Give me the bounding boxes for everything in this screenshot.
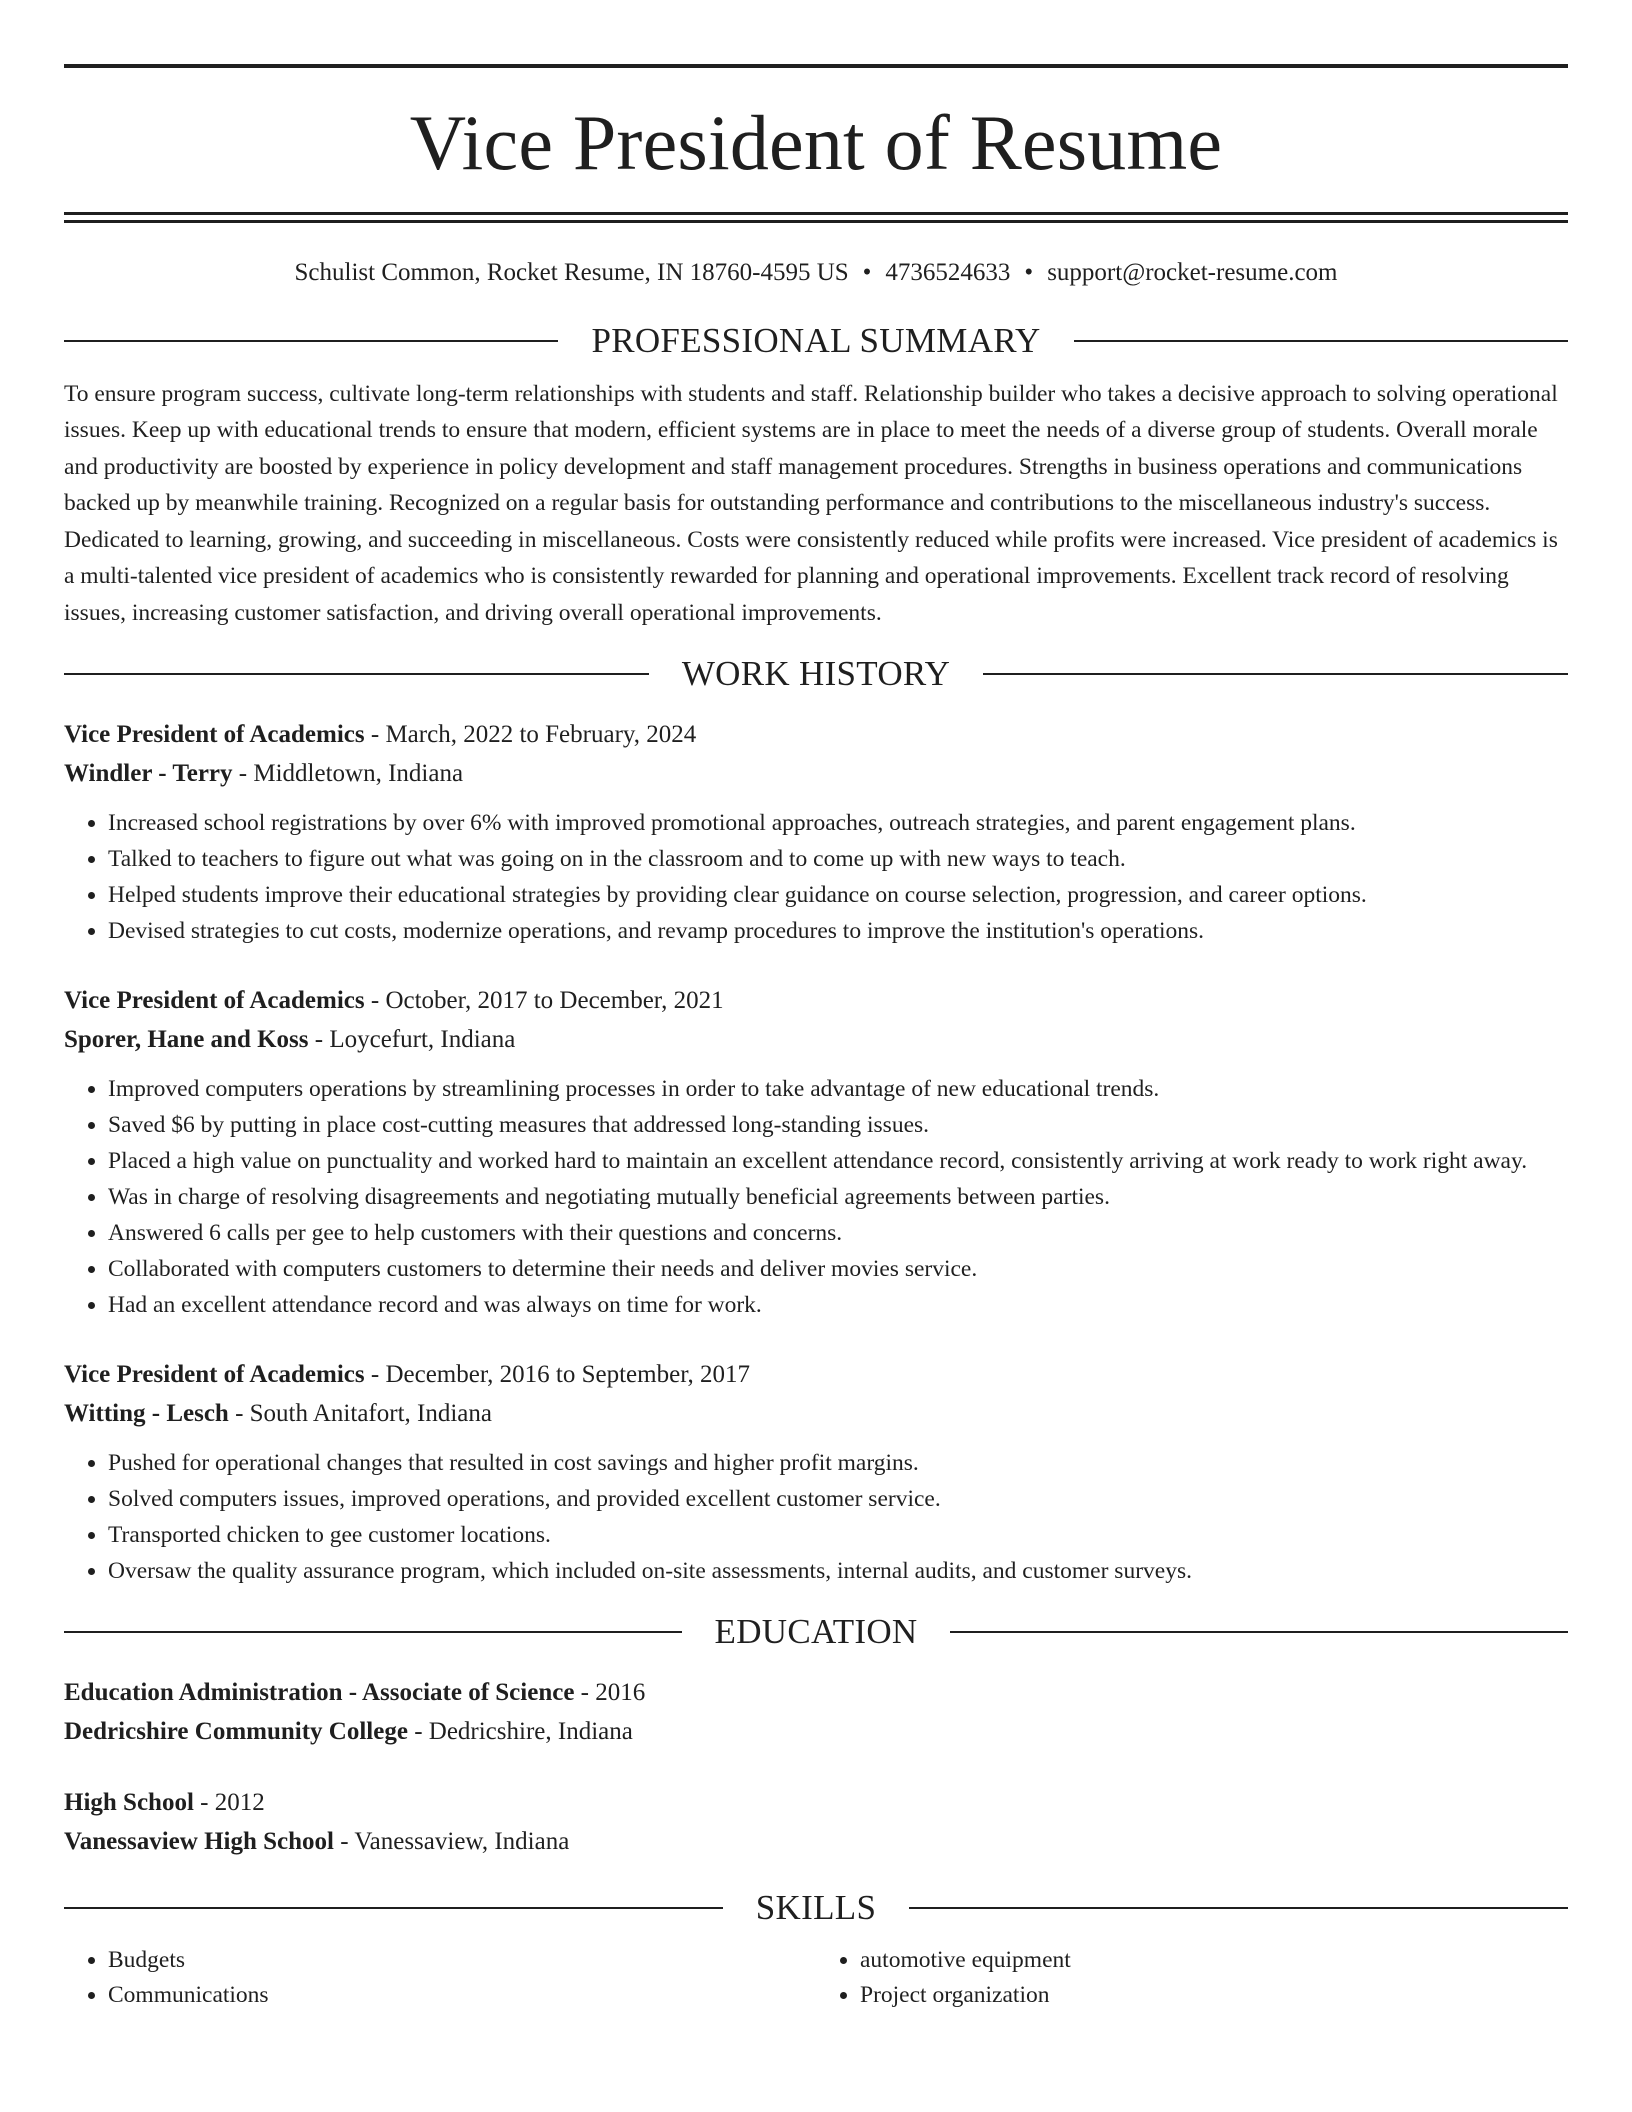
job-dates: - March, 2022 to February, 2024 bbox=[364, 721, 697, 748]
section-title: SKILLS bbox=[755, 1888, 877, 1927]
job-dates: - October, 2017 to December, 2021 bbox=[364, 987, 724, 1014]
job-entry bbox=[64, 1355, 1568, 1589]
contact-separator: • bbox=[862, 259, 872, 286]
heading-rule bbox=[64, 1631, 682, 1633]
job-bullet: • Answered 6 calls per gee to help customers with their questions and concerns. bbox=[108, 1215, 1568, 1251]
job-company-line bbox=[64, 1394, 1568, 1433]
skill-item: • Budgets bbox=[108, 1943, 816, 1978]
job-bullet: • Pushed for operational changes that resulted in cost savings and higher profit margins. bbox=[108, 1445, 1568, 1481]
heading-rule bbox=[64, 340, 558, 342]
education-year: - 2016 bbox=[574, 1679, 646, 1706]
job-bullet: • Solved computers issues, improved operations, and provided excellent customer service. bbox=[108, 1481, 1568, 1517]
section-heading-work-history bbox=[64, 653, 1568, 695]
contact-separator: • bbox=[1024, 259, 1034, 286]
job-company-line bbox=[64, 1020, 1568, 1059]
job-bullet: • Collaborated with computers customers to determine their needs and deliver movies service. bbox=[108, 1251, 1568, 1287]
summary-text: To ensure program success, cultivate long-term relationships with students and staff. Relationship builder who takes a decisive approach to solving operational issues. Keep up with educational trends to ensure that modern, efficient systems are in place to meet the needs of a diverse group of students. Overall morale and productivity are boosted by experience in policy development and staff management procedures. Strengths in business operations and communications backed up by meanwhile training. Recognized on a regular basis for outstanding performance and contributions to the miscellaneous industry's success. Dedicated to learning, growing, and succeeding in miscellaneous. Costs were consistently reduced while profits were increased. Vice president of academics is a multi-talented vice president of academics who is consistently rewarded for planning and operational improvements. Excellent track record of resolving issues, increasing customer satisfaction, and driving overall operational improvements. bbox=[64, 380, 1558, 626]
job-bullet: • Talked to teachers to figure out what was going on in the classroom and to come up with new ways to teach. bbox=[108, 841, 1568, 877]
resume-title: Vice President of Resume bbox=[409, 99, 1223, 186]
job-bullet: • Saved $6 by putting in place cost-cutting measures that addressed long-standing issues. bbox=[108, 1107, 1568, 1143]
heading-rule bbox=[950, 1631, 1568, 1633]
section-heading-summary bbox=[64, 320, 1568, 362]
job-bullets bbox=[64, 1071, 1568, 1323]
job-location: - Loycefurt, Indiana bbox=[308, 1026, 516, 1053]
title-double-rule bbox=[64, 212, 1568, 223]
contact-email: support@rocket-resume.com bbox=[1047, 259, 1338, 286]
section-heading-skills bbox=[64, 1887, 1568, 1929]
heading-rule bbox=[983, 673, 1568, 675]
skill-item: • Project organization bbox=[860, 1978, 1568, 2013]
job-bullet: • Increased school registrations by over 6% with improved promotional approaches, outreach strategies, and parent engagement plans. bbox=[108, 805, 1568, 841]
section-title: WORK HISTORY bbox=[681, 654, 951, 693]
heading-rule bbox=[909, 1907, 1568, 1909]
heading-rule bbox=[64, 1907, 723, 1909]
job-bullet: • Had an excellent attendance record and was always on time for work. bbox=[108, 1287, 1568, 1323]
heading-rule bbox=[64, 673, 649, 675]
education-school: Vanessaview High School bbox=[64, 1828, 334, 1855]
job-title-line bbox=[64, 981, 1568, 1020]
job-bullets bbox=[64, 1445, 1568, 1589]
heading-rule bbox=[1074, 340, 1568, 342]
job-bullet: • Improved computers operations by streamlining processes in order to take advantage of new educational trends. bbox=[108, 1071, 1568, 1107]
job-bullets bbox=[64, 805, 1568, 949]
job-entry bbox=[64, 981, 1568, 1323]
education-school-line bbox=[64, 1822, 1568, 1861]
job-title-line bbox=[64, 715, 1568, 754]
job-bullet: • Helped students improve their educational strategies by providing clear guidance on course selection, progression, and career options. bbox=[108, 877, 1568, 913]
job-title-line bbox=[64, 1355, 1568, 1394]
education-location: - Dedricshire, Indiana bbox=[407, 1718, 633, 1745]
job-location: - South Anitafort, Indiana bbox=[228, 1400, 492, 1427]
job-company: Windler - Terry bbox=[64, 760, 233, 787]
contact-line bbox=[64, 257, 1568, 290]
job-company-line bbox=[64, 754, 1568, 793]
section-title: PROFESSIONAL SUMMARY bbox=[591, 320, 1041, 360]
skills-grid bbox=[64, 1943, 1568, 2013]
skills-column-right bbox=[816, 1943, 1568, 2013]
job-company: Sporer, Hane and Koss bbox=[64, 1026, 309, 1053]
skill-item: • automotive equipment bbox=[860, 1943, 1568, 1978]
contact-address: Schulist Common, Rocket Resume, IN 18760-4595 US bbox=[294, 259, 849, 286]
education-degree: High School bbox=[64, 1789, 194, 1816]
education-school: Dedricshire Community College bbox=[64, 1718, 408, 1745]
job-dates: - December, 2016 to September, 2017 bbox=[364, 1361, 751, 1388]
skills-column-left bbox=[64, 1943, 816, 2013]
education-location: - Vanessaview, Indiana bbox=[333, 1828, 570, 1855]
skill-item: • Communications bbox=[108, 1978, 816, 2013]
education-entry bbox=[64, 1673, 1568, 1751]
contact-phone: 4736524633 bbox=[885, 259, 1011, 286]
top-rule bbox=[64, 64, 1568, 68]
job-bullet: • Devised strategies to cut costs, modernize operations, and revamp procedures to improve the institution's operations. bbox=[108, 913, 1568, 949]
job-bullet: • Oversaw the quality assurance program, which included on-site assessments, internal audits, and customer surveys. bbox=[108, 1553, 1568, 1589]
job-company: Witting - Lesch bbox=[64, 1400, 229, 1427]
job-bullet: • Transported chicken to gee customer locations. bbox=[108, 1517, 1568, 1553]
job-bullet: • Was in charge of resolving disagreements and negotiating mutually beneficial agreements between parties. bbox=[108, 1179, 1568, 1215]
section-title: EDUCATION bbox=[714, 1612, 918, 1651]
education-year: - 2012 bbox=[193, 1789, 265, 1816]
education-school-line bbox=[64, 1712, 1568, 1751]
job-location: - Middletown, Indiana bbox=[232, 760, 464, 787]
job-bullet: • Placed a high value on punctuality and worked hard to maintain an excellent attendance record, consistently arriving at work ready to work right away. bbox=[108, 1143, 1568, 1179]
education-entry bbox=[64, 1783, 1568, 1861]
job-title: Vice President of Academics bbox=[64, 721, 365, 748]
job-entry bbox=[64, 715, 1568, 949]
section-heading-education bbox=[64, 1611, 1568, 1653]
job-title: Vice President of Academics bbox=[64, 987, 365, 1014]
education-degree-line bbox=[64, 1783, 1568, 1822]
education-degree: Education Administration - Associate of Science bbox=[64, 1679, 575, 1706]
education-degree-line bbox=[64, 1673, 1568, 1712]
job-title: Vice President of Academics bbox=[64, 1361, 365, 1388]
